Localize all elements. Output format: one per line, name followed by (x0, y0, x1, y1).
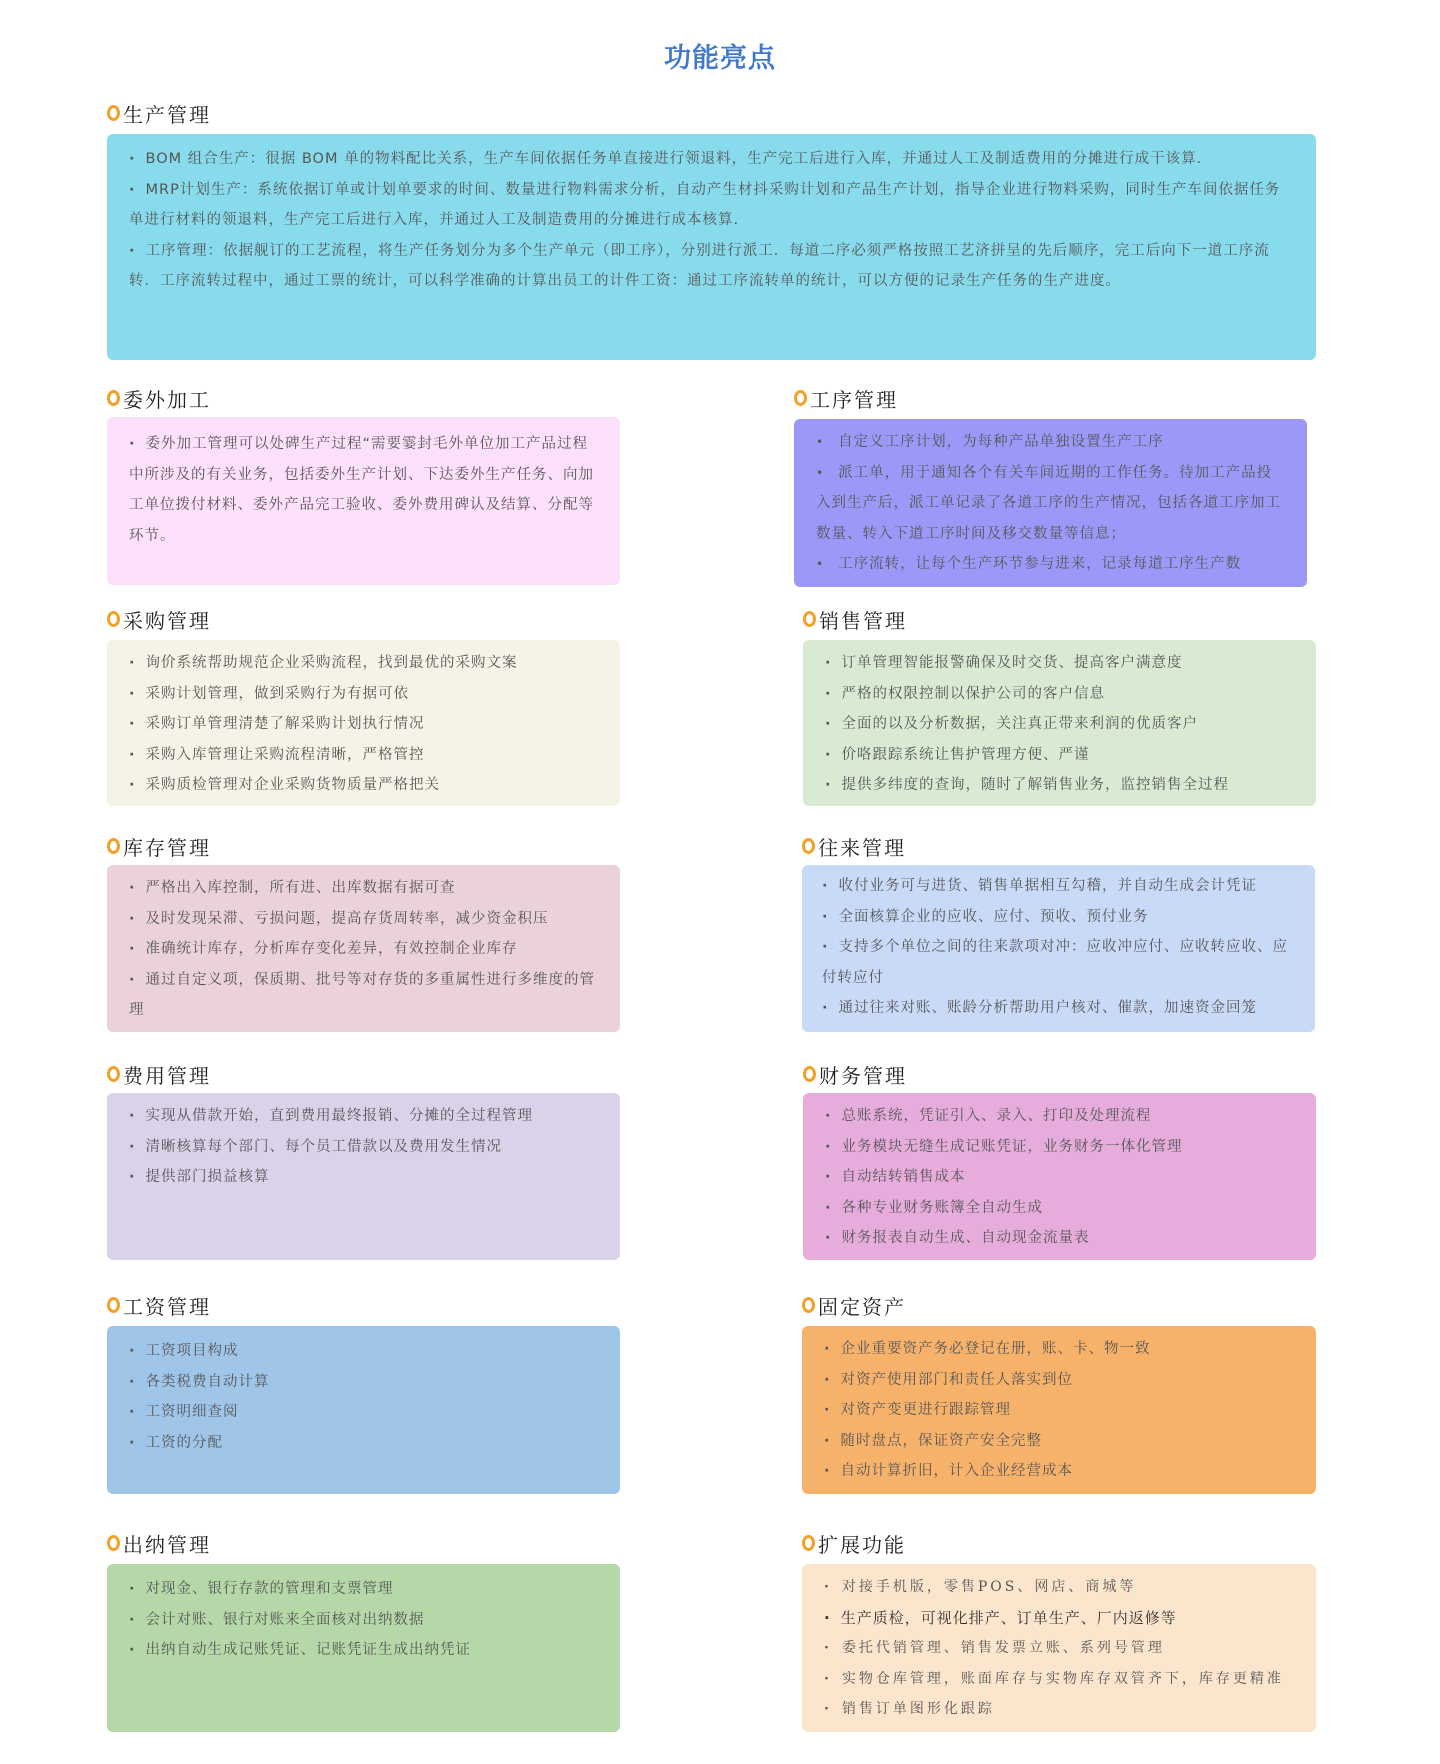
section-content-box (107, 417, 620, 585)
list-item: · 清晰核算每个部门、每个员工借款以及费用发生情况 (129, 1132, 598, 1163)
section-title: 生产管理 (123, 102, 211, 127)
section-extensions (802, 1528, 1316, 1732)
list-item: · 工资明细查阅 (129, 1397, 598, 1428)
list-item: · 财务报表自动生成、自动现金流量表 (825, 1223, 1294, 1254)
ring-bullet-icon (802, 1535, 815, 1551)
section-purchase (107, 604, 620, 806)
section-content-box (107, 865, 620, 1032)
list-item: · 采购质检管理对企业采购货物质量严格把关 (129, 770, 598, 801)
list-item: · 对接手机版，零售POS、网店、商城等 (824, 1572, 1294, 1603)
list-item: · 订单管理智能报警确保及时交货、提高客户满意度 (825, 648, 1294, 679)
ring-bullet-icon (802, 1297, 815, 1313)
section-content-box (802, 865, 1315, 1032)
list-item: · 准确统计库存，分析库存变化差异，有效控制企业库存 (129, 934, 598, 965)
section-content-box (794, 419, 1307, 587)
section-content-box (802, 1326, 1316, 1494)
list-item: · 提供部门损益核算 (129, 1162, 598, 1193)
section-heading (794, 383, 1307, 413)
section-title: 扩展功能 (818, 1532, 906, 1557)
list-item: · 工序管理：依据舰订的工艺流程，将生产任务划分为多个生产单元（即工序），分别进行派工．每道二序必须严格按照工艺济拼呈的先后顺序，完工后向下一道工序流转．工序流转过程中，通过工票的统计，可以科学准确的计算出员工的计件工资：通过工序流转单的统计，可以方便的记录生产任务的生产进度。 (129, 236, 1294, 297)
section-content-box (107, 1093, 620, 1260)
section-process (794, 383, 1307, 587)
list-item: · 对资产使用部门和责任人落实到位 (824, 1365, 1294, 1396)
ring-bullet-icon (107, 1066, 120, 1082)
list-item: · 实物仓库管理，账面库存与实物库存双管齐下，库存更精准 (824, 1664, 1294, 1695)
section-content-box (802, 1564, 1316, 1732)
list-item: · 工资的分配 (129, 1428, 598, 1459)
section-title: 财务管理 (819, 1063, 907, 1088)
list-item: · 自动结转销售成本 (825, 1162, 1294, 1193)
section-heading (107, 98, 1316, 128)
list-item: · 收付业务可与进货、销售单据相互勾稽，并自动生成会计凭证 (822, 871, 1295, 902)
section-sales (803, 604, 1316, 806)
section-title: 委外加工 (123, 387, 211, 412)
list-item: · 全面的以及分析数据，关注真正带来利润的优质客户 (825, 709, 1294, 740)
section-heading (107, 1290, 620, 1320)
list-item: · 总账系统，凭证引入、录入、打印及处理流程 (825, 1101, 1294, 1132)
section-content-box (803, 1093, 1316, 1260)
section-heading (107, 383, 620, 413)
section-heading (802, 1290, 1316, 1320)
section-cashier (107, 1528, 620, 1732)
section-outsourcing (107, 383, 620, 585)
section-title: 固定资产 (818, 1294, 906, 1319)
section-heading (803, 1059, 1316, 1089)
ring-bullet-icon (803, 1066, 816, 1082)
ring-bullet-icon (802, 838, 815, 854)
section-heading (802, 1528, 1316, 1558)
section-heading (107, 831, 620, 861)
list-item: · 委托代销管理、销售发票立账、系列号管理 (824, 1633, 1294, 1664)
section-title: 往来管理 (818, 835, 906, 860)
list-item: · 自动计算折旧，计入企业经营成本 (824, 1456, 1294, 1487)
list-item: · 支持多个单位之间的往来款项对冲：应收冲应付、应收转应收、应付转应付 (822, 932, 1295, 993)
list-item: · 及时发现呆滞、亏损问题，提高存货周转率，减少资金积压 (129, 904, 598, 935)
page-title: 功能亮点 (664, 43, 776, 74)
list-item: · 生产质检，可视化排产、订单生产、厂内返修等 (824, 1603, 1294, 1634)
section-content-box (107, 1564, 620, 1732)
list-item: · 采购入库管理让采购流程清晰，严格管控 (129, 740, 598, 771)
section-title: 费用管理 (123, 1063, 211, 1088)
section-receivables (802, 831, 1315, 1032)
list-item: · BOM 组合生产：很据 BOM 单的物料配比关系，生产车间依据任务单直接进行领退料，生产完工后进行入库，并通过人工及制适费用的分摊进行成干该算. (129, 144, 1294, 175)
list-item: · 对现金、银行存款的管理和支票管理 (129, 1574, 598, 1605)
ring-bullet-icon (107, 611, 120, 627)
list-item: · 各种专业财务账簿全自动生成 (825, 1193, 1294, 1224)
section-title: 出纳管理 (123, 1532, 211, 1557)
list-item: · 通过往来对账、账龄分析帮助用户核对、催款，加速资金回笼 (822, 993, 1295, 1024)
section-heading (107, 604, 620, 634)
section-inventory (107, 831, 620, 1032)
ring-bullet-icon (107, 105, 120, 121)
list-item: · 工资项目构成 (129, 1336, 598, 1367)
ring-bullet-icon (107, 1297, 120, 1313)
section-heading (803, 604, 1316, 634)
list-item: · 企业重要资产务必登记在册，账、卡、物一致 (824, 1334, 1294, 1365)
section-content-box (107, 134, 1316, 360)
ring-bullet-icon (107, 838, 120, 854)
list-item: • 派工单，用于通知各个有关车间近期的工作任务。待加工产品投入到生产后，派工单记录了各道工序的生产情况，包括各道工序加工数量、转入下道工序时间及移交数量等信息； (816, 458, 1285, 550)
section-title: 工资管理 (123, 1294, 211, 1319)
list-item: · 通过自定义项，保质期、批号等对存货的多重属性进行多维度的管理 (129, 965, 598, 1026)
list-item: · 实现从借款开始，直到费用最终报销、分摊的全过程管理 (129, 1101, 598, 1132)
list-item: · 对资产变更进行跟踪管理 (824, 1395, 1294, 1426)
list-item: • 工序流转，让每个生产环节参与进来，记录每道工序生产数 (816, 549, 1285, 580)
ring-bullet-icon (794, 390, 807, 406)
section-production (107, 98, 1316, 360)
section-content-box (107, 1326, 620, 1494)
list-item: • 自定义工序计划，为每种产品单独设置生产工序 (816, 427, 1285, 458)
section-expenses (107, 1059, 620, 1260)
section-title: 工序管理 (810, 387, 898, 412)
section-content-box (107, 640, 620, 806)
section-title: 库存管理 (123, 835, 211, 860)
list-item: · 提供多纬度的查询，随时了解销售业务，监控销售全过程 (825, 770, 1294, 801)
list-item: · 随时盘点，保证资产安全完整 (824, 1426, 1294, 1457)
list-item: · 各类税费自动计算 (129, 1367, 598, 1398)
list-item: · 委外加工管理可以处碑生产过程“需要霎封毛外单位加工产品过程中所涉及的有关业务，包括委外生产计划、下达委外生产任务、向加工单位拨付材料、委外产品完工验收、委外费用碑认及结算、分配等环节。 (129, 429, 598, 551)
list-item: · 业务模块无缝生成记账凭证，业务财务一体化管理 (825, 1132, 1294, 1163)
ring-bullet-icon (107, 390, 120, 406)
list-item: · 严格出入库控制，所有进、出库数据有据可查 (129, 873, 598, 904)
list-item: · 采购计划管理，做到采购行为有据可依 (129, 679, 598, 710)
list-item: · 价咯跟踪系统让售护管理方便、严谨 (825, 740, 1294, 771)
list-item: · 询价系统帮助规范企业采购流程，找到最优的采购文案 (129, 648, 598, 679)
list-item: · 销售订单图形化跟踪 (824, 1694, 1294, 1725)
ring-bullet-icon (107, 1535, 120, 1551)
section-content-box (803, 640, 1316, 806)
section-fixed-assets (802, 1290, 1316, 1494)
section-title: 销售管理 (819, 608, 907, 633)
list-item: · MRP计划生产：系统依据订单或计划单要求的时间、数量进行物料需求分析，自动产生材抖采购计划和产品生产计划，指导企业进行物料采购，同时生产车间依据任务单进行材料的领退料，生产完工后进行入库，并通过人工及制造费用的分摊进行成本核算. (129, 175, 1294, 236)
ring-bullet-icon (803, 611, 816, 627)
list-item: · 采购订单管理清楚了解采购计划执行情况 (129, 709, 598, 740)
list-item: · 严格的权限控制以保护公司的客户信息 (825, 679, 1294, 710)
section-payroll (107, 1290, 620, 1494)
list-item: · 出纳自动生成记账凭证、记账凭证生成出纳凭证 (129, 1635, 598, 1666)
list-item: · 全面核算企业的应收、应付、预收、预付业务 (822, 902, 1295, 933)
section-heading (802, 831, 1315, 861)
section-heading (107, 1059, 620, 1089)
section-heading (107, 1528, 620, 1558)
section-finance (803, 1059, 1316, 1260)
list-item: · 会计对账、银行对账来全面核对出纳数据 (129, 1605, 598, 1636)
section-title: 采购管理 (123, 608, 211, 633)
